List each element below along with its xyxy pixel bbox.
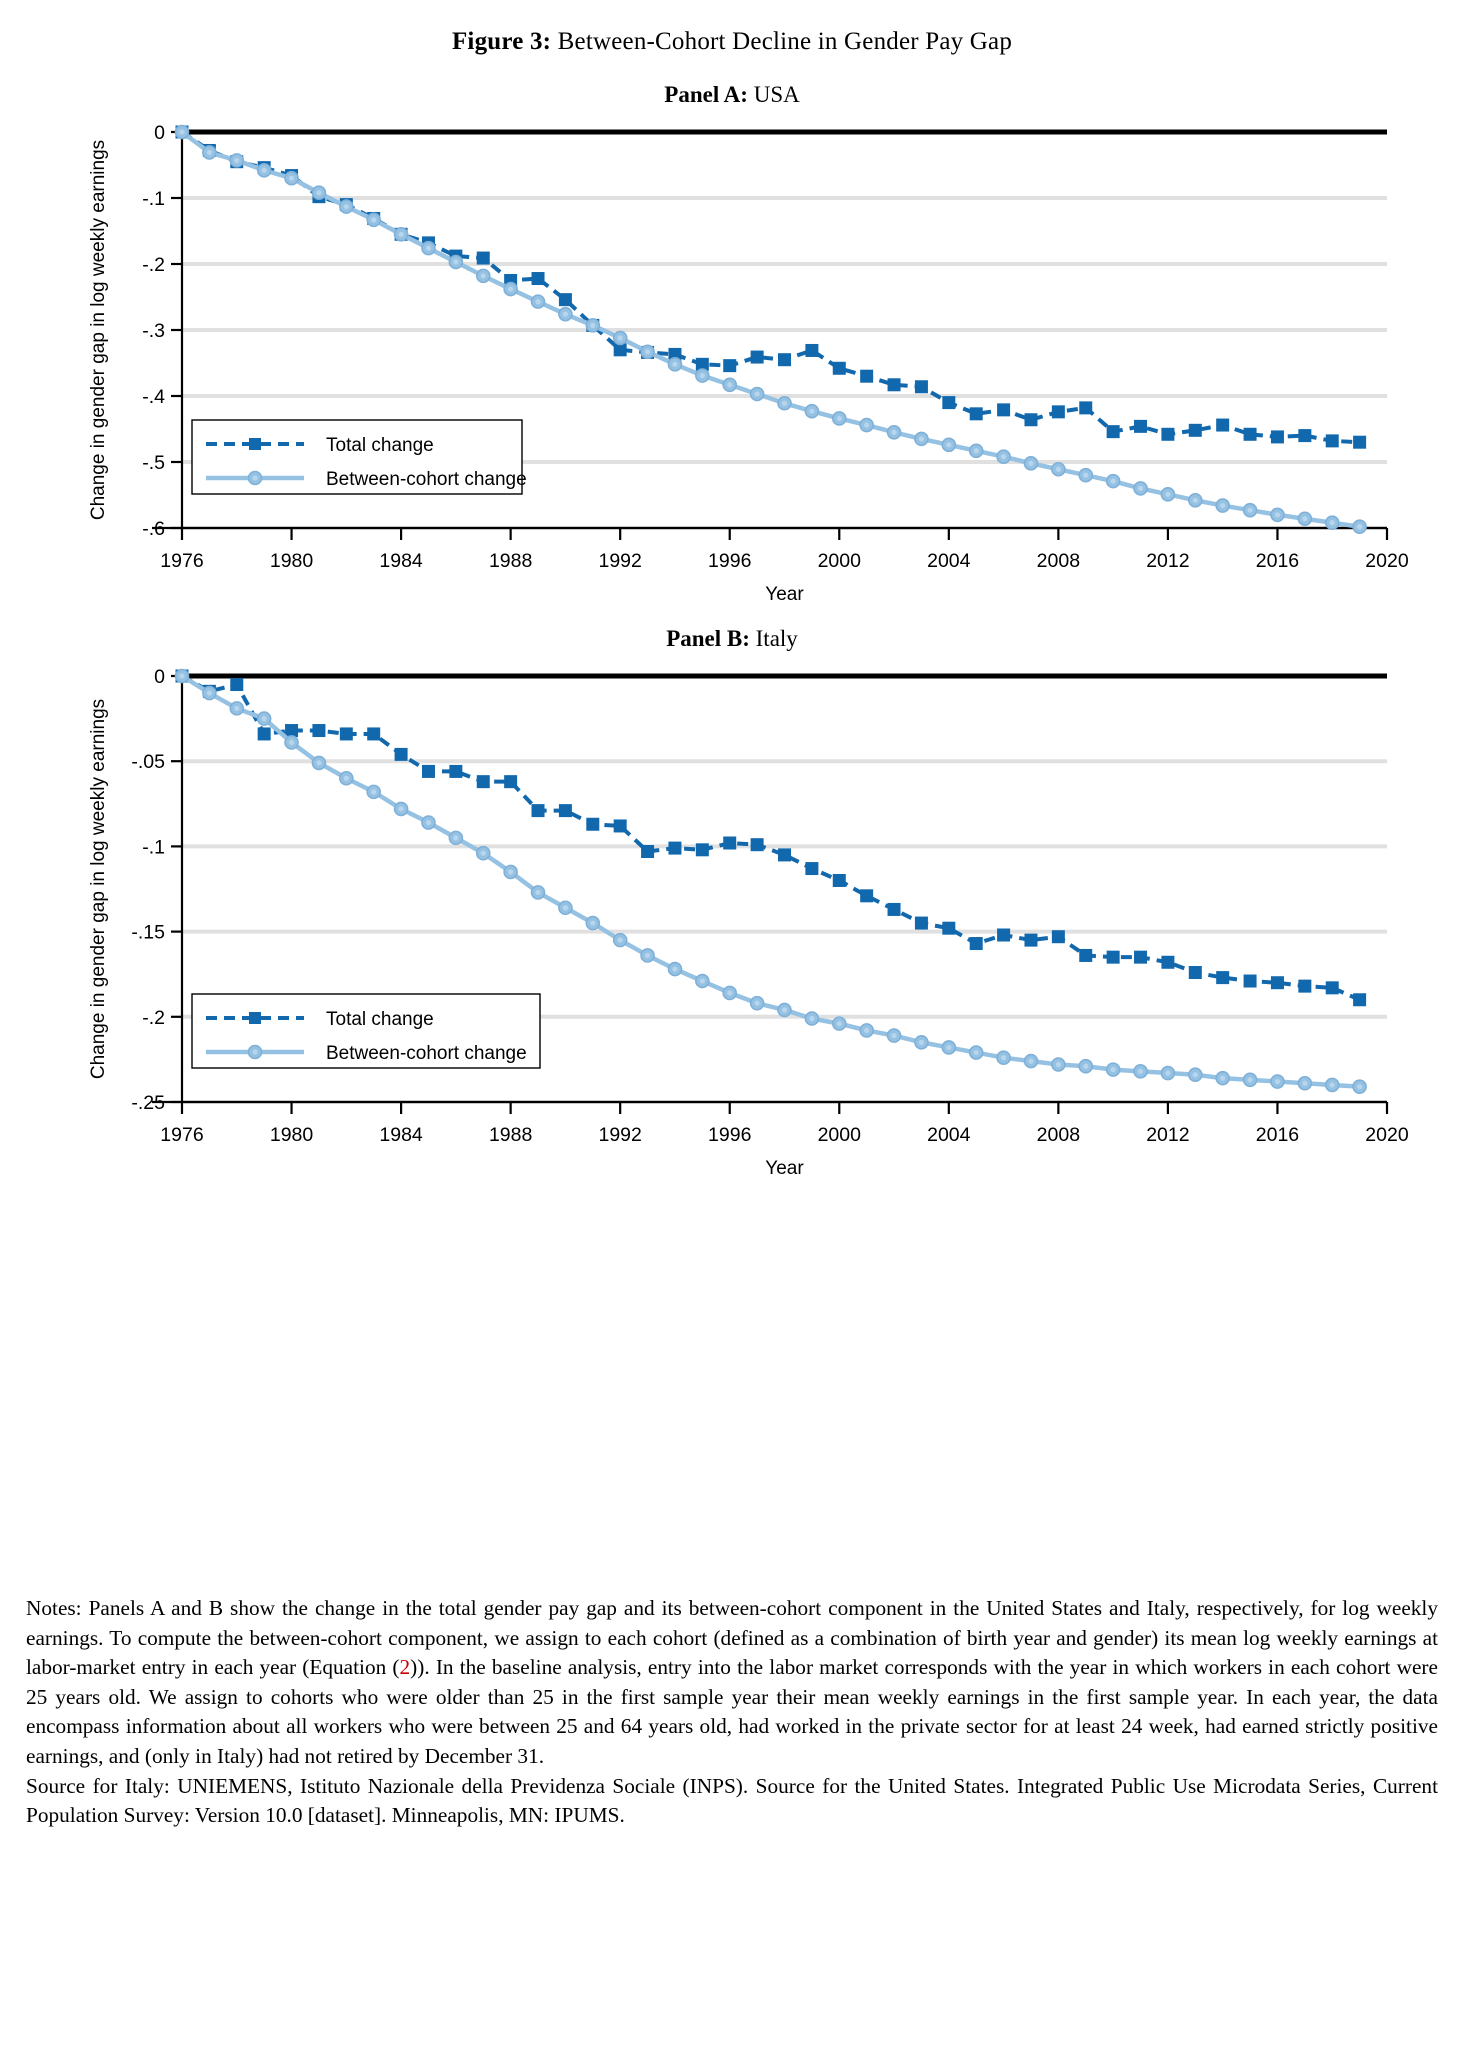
x-tick-label: 1980 (269, 1124, 314, 1146)
data-point-marker (559, 804, 572, 817)
data-point-marker (915, 917, 928, 930)
y-tick-label: -.25 (131, 1092, 165, 1114)
data-point-marker (504, 775, 517, 788)
data-point-marker-inner (1111, 1067, 1116, 1072)
y-tick-label: -.15 (131, 921, 165, 944)
x-tick-label: 1988 (488, 1124, 533, 1146)
data-point-marker (1161, 956, 1174, 969)
x-tick-label: 2000 (817, 1124, 861, 1146)
data-point-marker-inner (782, 1007, 787, 1012)
data-point-marker-inner (426, 820, 431, 825)
x-tick-label: 2004 (927, 1124, 971, 1146)
data-point-marker-inner (837, 1021, 842, 1026)
figure-title-text: Between-Cohort Decline in Gender Pay Gap (557, 28, 1013, 55)
equation-paren-open: ( (392, 1655, 400, 1680)
data-point-marker-inner (1165, 492, 1170, 497)
x-tick-label: 1988 (488, 550, 533, 572)
data-point-marker (751, 351, 764, 364)
data-point-marker (477, 775, 490, 788)
data-point-marker (422, 765, 435, 778)
panel-b-svg (42, 654, 1422, 1174)
data-point-marker (1161, 428, 1174, 441)
data-point-marker-inner (563, 905, 568, 910)
data-point-marker-inner (1330, 1082, 1335, 1087)
data-point-marker (1298, 429, 1311, 442)
data-point-marker-inner (672, 966, 677, 971)
panel-a-chart (42, 110, 1422, 600)
data-point-marker-inner (535, 890, 540, 895)
data-point-marker (1024, 413, 1037, 426)
legend-label-1: Total change (326, 435, 434, 456)
data-point-marker-inner (481, 851, 486, 856)
data-point-marker-inner (1302, 516, 1307, 521)
y-tick-label: -.4 (142, 386, 165, 408)
data-point-marker-inner (1028, 1059, 1033, 1064)
data-point-marker-inner (481, 273, 486, 278)
data-point-marker (997, 929, 1010, 942)
data-point-marker-inner (398, 232, 403, 237)
data-point-marker-inner (837, 416, 842, 421)
data-point-marker-inner (262, 716, 267, 721)
y-tick-label: -.1 (142, 188, 165, 210)
data-point-marker-inner (864, 422, 869, 427)
data-point-marker-inner (946, 442, 951, 447)
data-point-marker-inner (1138, 1069, 1143, 1074)
data-point-marker-inner (1083, 1064, 1088, 1069)
data-point-marker (723, 836, 736, 849)
data-point-marker-inner (1193, 498, 1198, 503)
data-point-marker-inner (919, 436, 924, 441)
data-point-marker (614, 343, 627, 356)
y-tick-label: -.5 (142, 452, 165, 474)
data-point-marker (860, 370, 873, 383)
legend-marker-circle-inner (252, 1049, 257, 1054)
legend-marker-circle-inner (252, 475, 257, 480)
x-tick-label: 1992 (598, 1124, 642, 1146)
data-point-marker (1298, 980, 1311, 993)
data-point-marker (942, 922, 955, 935)
x-tick-label: 1976 (160, 1124, 204, 1146)
data-point-marker-inner (371, 789, 376, 794)
x-tick-label: 2000 (817, 550, 861, 572)
data-point-marker-inner (289, 740, 294, 745)
data-point-marker-inner (645, 349, 650, 354)
notes-text-part2: )). In the baseline analysis, entry into the labor market corresponds with the year in which workers in each cohort were 25 years old. We assign to cohorts who were older than 25 in the first sample year their mean weekly earnings in the first sample year. In each year, the data encompass information about all workers who were between 25 and 64 years old, had worked in the private sector for at least 24 week, had earned strictly positive earnings, and (only in Italy) had not retired by December 31. (26, 1655, 1438, 1768)
data-point-marker-inner (289, 176, 294, 181)
data-point-marker (1134, 420, 1147, 433)
figure-notes (26, 1594, 1438, 1831)
x-axis-title: Year (765, 1158, 804, 1174)
y-tick-label: -.05 (131, 751, 165, 774)
data-point-marker (395, 748, 408, 761)
x-tick-label: 1996 (708, 1124, 752, 1146)
data-point-marker-inner (1275, 1079, 1280, 1084)
data-point-marker (1024, 934, 1037, 947)
data-point-marker (1353, 993, 1366, 1006)
data-point-marker-inner (782, 401, 787, 406)
x-tick-label: 1996 (708, 550, 752, 572)
data-point-marker-inner (645, 953, 650, 958)
data-point-marker-inner (426, 246, 431, 251)
data-point-marker-inner (1357, 524, 1362, 529)
data-point-marker-inner (1001, 454, 1006, 459)
data-point-marker (1216, 419, 1229, 432)
data-point-marker-inner (700, 373, 705, 378)
legend-label-2: Between-cohort change (326, 1043, 527, 1064)
data-point-marker-inner (809, 1016, 814, 1021)
data-point-marker-inner (618, 938, 623, 943)
data-point-marker-inner (1220, 1076, 1225, 1081)
data-point-marker-inner (1357, 1084, 1362, 1089)
data-point-marker (1134, 951, 1147, 964)
data-point-marker (723, 359, 736, 372)
data-point-marker (778, 353, 791, 366)
data-point-marker (1353, 436, 1366, 449)
data-point-marker (559, 293, 572, 306)
data-point-marker-inner (316, 190, 321, 195)
x-tick-label: 2008 (1036, 550, 1081, 572)
data-point-marker-inner (316, 760, 321, 765)
data-point-marker (696, 843, 709, 856)
x-tick-label: 2020 (1365, 1124, 1409, 1146)
data-point-marker-inner (1165, 1070, 1170, 1075)
data-point-marker (230, 678, 243, 691)
data-point-marker-inner (1247, 508, 1252, 513)
data-point-marker-inner (207, 690, 212, 695)
data-point-marker-inner (234, 706, 239, 711)
data-point-marker (805, 862, 818, 875)
legend-label-1: Total change (326, 1009, 434, 1030)
data-point-marker (778, 848, 791, 861)
data-point-marker-inner (1247, 1077, 1252, 1082)
data-point-marker (751, 838, 764, 851)
panel-b-heading (0, 626, 1464, 652)
data-point-marker (532, 804, 545, 817)
data-point-marker-inner (371, 217, 376, 222)
x-tick-label: 2016 (1255, 1124, 1300, 1146)
data-point-marker-inner (508, 869, 513, 874)
y-tick-label: -.2 (142, 1006, 165, 1029)
data-point-marker (1244, 975, 1257, 988)
data-point-marker (888, 378, 901, 391)
data-point-marker-inner (1001, 1055, 1006, 1060)
data-point-marker-inner (1275, 512, 1280, 517)
figure-title (0, 0, 1464, 56)
data-point-marker (915, 380, 928, 393)
data-point-marker (1107, 425, 1120, 438)
y-axis-title: Change in gender gap in log weekly earnings (88, 139, 109, 521)
y-tick-label: 0 (154, 666, 165, 688)
x-tick-label: 2008 (1036, 1124, 1081, 1146)
data-point-marker (1079, 401, 1092, 414)
data-point-marker-inner (262, 168, 267, 173)
data-point-marker-inner (974, 1050, 979, 1055)
equation-reference-link[interactable]: 2 (399, 1655, 411, 1680)
data-point-marker (1079, 949, 1092, 962)
data-point-marker-inner (809, 409, 814, 414)
data-point-marker-inner (590, 323, 595, 328)
panel-a-heading-lead: Panel A: (664, 82, 748, 107)
panel-a-svg (42, 110, 1422, 600)
data-point-marker (1107, 951, 1120, 964)
data-point-marker-inner (891, 1033, 896, 1038)
data-point-marker (1216, 971, 1229, 984)
data-point-marker-inner (1330, 520, 1335, 525)
legend-marker-square (249, 438, 261, 450)
data-point-marker (477, 252, 490, 265)
legend-marker-square (249, 1012, 261, 1024)
data-point-marker (532, 272, 545, 285)
x-tick-label: 1980 (269, 550, 314, 572)
x-tick-label: 1984 (379, 550, 423, 572)
data-point-marker (833, 874, 846, 887)
data-point-marker-inner (344, 204, 349, 209)
y-tick-label: 0 (154, 122, 165, 144)
data-point-marker (367, 727, 380, 740)
data-point-marker-inner (1302, 1081, 1307, 1086)
data-point-marker (1326, 981, 1339, 994)
panel-a-heading-text: USA (753, 82, 800, 107)
data-point-marker-inner (590, 920, 595, 925)
x-tick-label: 1992 (598, 550, 642, 572)
data-point-marker (258, 727, 271, 740)
data-point-marker-inner (398, 806, 403, 811)
data-point-marker (942, 396, 955, 409)
data-point-marker (1189, 966, 1202, 979)
data-point-marker (970, 937, 983, 950)
data-point-marker (1189, 424, 1202, 437)
data-point-marker (970, 407, 983, 420)
data-point-marker-inner (453, 835, 458, 840)
data-point-marker (860, 889, 873, 902)
data-point-marker (805, 344, 818, 357)
data-point-marker-inner (1056, 1062, 1061, 1067)
notes-paragraph-2: Source for Italy: UNIEMENS, Istituto Nazionale della Previdenza Sociale (INPS). Source for the United States. Integrated Public Use Microdata Series, Current Population Survey: Version 10.0 [dataset]. Minneapolis, MN: IPUMS. (26, 1773, 1438, 1828)
figure-title-lead: Figure 3: (451, 28, 552, 55)
x-tick-label: 2016 (1255, 550, 1300, 572)
data-point-marker-inner (563, 312, 568, 317)
panel-a-heading (0, 82, 1464, 108)
y-tick-label: -.6 (142, 518, 165, 540)
data-point-marker-inner (453, 259, 458, 264)
data-point-marker-inner (508, 286, 513, 291)
data-point-marker-inner (344, 776, 349, 781)
data-point-marker (1326, 434, 1339, 447)
data-point-marker-inner (179, 673, 184, 678)
data-point-marker-inner (1083, 473, 1088, 478)
data-point-marker (1052, 405, 1065, 418)
y-tick-label: -.2 (142, 254, 165, 276)
data-point-marker-inner (755, 1001, 760, 1006)
data-point-marker-inner (755, 391, 760, 396)
x-tick-label: 2012 (1146, 1124, 1190, 1146)
data-point-marker (285, 724, 298, 737)
data-point-marker (1271, 976, 1284, 989)
y-tick-label: -.3 (142, 320, 165, 342)
data-point-marker-inner (1220, 503, 1225, 508)
panel-b-chart (42, 654, 1422, 1174)
data-point-marker (641, 845, 654, 858)
data-point-marker (586, 818, 599, 831)
data-point-marker-inner (234, 158, 239, 163)
data-point-marker-inner (1111, 479, 1116, 484)
x-tick-label: 2004 (927, 550, 971, 572)
data-point-marker-inner (1138, 486, 1143, 491)
data-point-marker (1052, 930, 1065, 943)
y-tick-label: -.1 (142, 836, 165, 859)
data-point-marker (833, 362, 846, 375)
data-point-marker (888, 903, 901, 916)
data-point-marker-inner (535, 299, 540, 304)
x-tick-label: 2020 (1365, 550, 1409, 572)
x-tick-label: 2012 (1146, 550, 1190, 572)
data-point-marker-inner (864, 1028, 869, 1033)
panel-b-heading-lead: Panel B: (666, 626, 750, 651)
data-point-marker-inner (618, 335, 623, 340)
x-axis-title: Year (765, 584, 804, 600)
data-point-marker-inner (700, 978, 705, 983)
data-point-marker (1271, 430, 1284, 443)
data-point-marker-inner (1056, 467, 1061, 472)
data-point-marker-inner (727, 990, 732, 995)
data-point-marker (312, 724, 325, 737)
data-point-marker-inner (179, 129, 184, 134)
data-point-marker-inner (1028, 461, 1033, 466)
data-point-marker-inner (727, 382, 732, 387)
data-point-marker-inner (207, 150, 212, 155)
data-point-marker-inner (891, 430, 896, 435)
x-tick-label: 1984 (379, 1124, 423, 1146)
data-point-marker-inner (946, 1045, 951, 1050)
data-point-marker-inner (1193, 1072, 1198, 1077)
legend-label-2: Between-cohort change (326, 469, 527, 490)
data-point-marker (668, 842, 681, 855)
data-point-marker (614, 819, 627, 832)
data-point-marker-inner (919, 1040, 924, 1045)
data-point-marker (340, 727, 353, 740)
notes-paragraph-1 (26, 1594, 1438, 1772)
data-point-marker (449, 765, 462, 778)
data-point-marker (997, 403, 1010, 416)
series-line-1 (182, 676, 1360, 1000)
data-point-marker (1244, 428, 1257, 441)
data-point-marker-inner (672, 362, 677, 367)
panel-b-heading-text: Italy (755, 626, 798, 651)
data-point-marker-inner (974, 448, 979, 453)
x-tick-label: 1976 (160, 550, 204, 572)
notes-text-part1: Notes: Panels A and B show the change in the total gender pay gap and its between-cohort component in the United States and Italy, respectively, for log weekly earnings. To compute the between-cohort component, we assign to each cohort (defined as a combination of birth year and gender) its mean log weekly earnings at labor-market entry in each year (Equation (26, 1596, 1438, 1680)
y-axis-title: Change in gender gap in log weekly earnings (88, 698, 109, 1080)
